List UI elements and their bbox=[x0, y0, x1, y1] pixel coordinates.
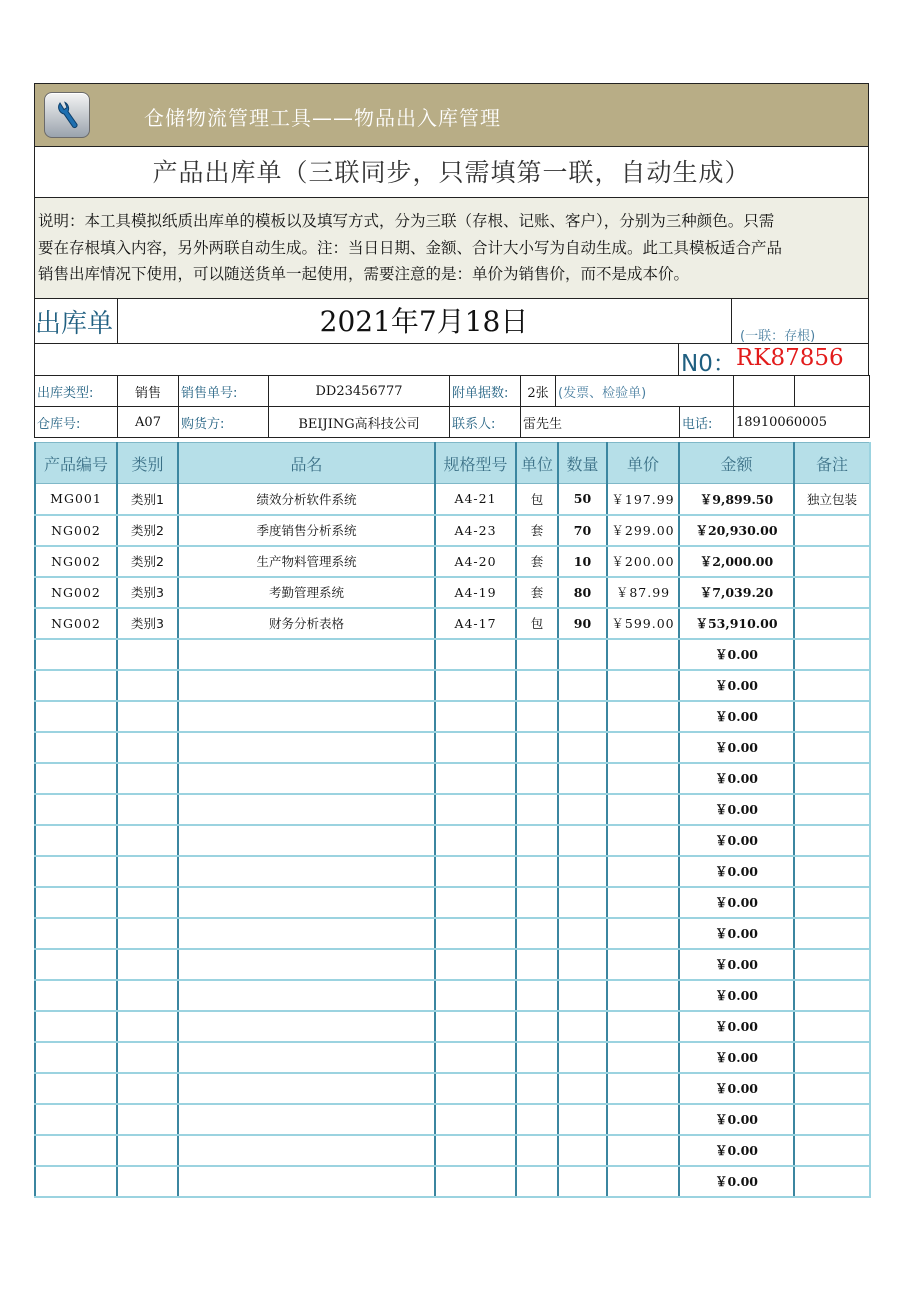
buyer-value[interactable]: BEIJING高科技公司 bbox=[269, 407, 450, 438]
col-header[interactable]: 备注 bbox=[794, 443, 870, 484]
product-code-cell[interactable] bbox=[35, 732, 117, 763]
unit-price-cell[interactable] bbox=[607, 639, 679, 670]
spec-cell[interactable]: A4-23 bbox=[435, 515, 516, 546]
category-cell[interactable] bbox=[117, 763, 178, 794]
spec-cell[interactable] bbox=[435, 763, 516, 794]
doc-number-value[interactable]: RK87856 bbox=[736, 345, 844, 371]
unit-cell[interactable] bbox=[516, 1042, 558, 1073]
product-code-cell[interactable] bbox=[35, 1104, 117, 1135]
unit-cell[interactable] bbox=[516, 1135, 558, 1166]
table-row bbox=[35, 546, 870, 577]
table-row bbox=[35, 577, 870, 608]
amount-cell[interactable]: ￥0.00 bbox=[679, 1104, 794, 1135]
unit-price-cell[interactable] bbox=[607, 763, 679, 794]
product-name-cell[interactable] bbox=[178, 732, 435, 763]
quantity-cell[interactable] bbox=[558, 980, 607, 1011]
amount-cell[interactable]: ￥0.00 bbox=[679, 732, 794, 763]
phone-value[interactable]: 18910060005 bbox=[734, 407, 870, 438]
remark-cell[interactable] bbox=[794, 639, 870, 670]
product-name-cell[interactable] bbox=[178, 918, 435, 949]
product-code-cell[interactable]: NG002 bbox=[35, 608, 117, 639]
category-cell[interactable] bbox=[117, 1104, 178, 1135]
category-cell[interactable] bbox=[117, 856, 178, 887]
quantity-cell[interactable] bbox=[558, 825, 607, 856]
category-cell[interactable] bbox=[117, 732, 178, 763]
amount-cell[interactable]: ￥0.00 bbox=[679, 1011, 794, 1042]
amount-cell[interactable]: ￥0.00 bbox=[679, 918, 794, 949]
description bbox=[34, 197, 869, 298]
unit-cell[interactable] bbox=[516, 918, 558, 949]
table-row bbox=[35, 763, 870, 794]
product-code-cell[interactable] bbox=[35, 1135, 117, 1166]
table-row bbox=[35, 794, 870, 825]
header-row bbox=[35, 443, 870, 484]
spec-cell[interactable]: A4-17 bbox=[435, 608, 516, 639]
table-row bbox=[35, 1135, 870, 1166]
unit-price-cell[interactable] bbox=[607, 794, 679, 825]
spec-cell[interactable] bbox=[435, 1104, 516, 1135]
amount-cell[interactable]: ￥0.00 bbox=[679, 763, 794, 794]
unit-cell[interactable]: 套 bbox=[516, 577, 558, 608]
product-code-cell[interactable] bbox=[35, 1073, 117, 1104]
quantity-cell[interactable] bbox=[558, 918, 607, 949]
col-header[interactable]: 金额 bbox=[679, 443, 794, 484]
quantity-cell[interactable]: 80 bbox=[558, 577, 607, 608]
remark-cell[interactable] bbox=[794, 670, 870, 701]
unit-cell[interactable] bbox=[516, 1166, 558, 1197]
product-name-cell[interactable] bbox=[178, 1011, 435, 1042]
product-name-cell[interactable] bbox=[178, 856, 435, 887]
amount-cell[interactable]: ￥0.00 bbox=[679, 980, 794, 1011]
amount-cell[interactable]: ￥0.00 bbox=[679, 701, 794, 732]
spec-cell[interactable] bbox=[435, 1042, 516, 1073]
remark-cell[interactable] bbox=[794, 546, 870, 577]
remark-cell[interactable] bbox=[794, 1011, 870, 1042]
remark-cell[interactable] bbox=[794, 1166, 870, 1197]
unit-price-cell[interactable] bbox=[607, 1104, 679, 1135]
unit-cell[interactable] bbox=[516, 1104, 558, 1135]
remark-cell[interactable] bbox=[794, 887, 870, 918]
product-name-cell[interactable] bbox=[178, 670, 435, 701]
amount-cell[interactable]: ￥0.00 bbox=[679, 949, 794, 980]
buyer-label: 购货方: bbox=[179, 407, 269, 438]
col-header[interactable]: 单位 bbox=[516, 443, 558, 484]
remark-cell[interactable] bbox=[794, 515, 870, 546]
category-cell[interactable] bbox=[117, 1011, 178, 1042]
out-type-label: 出库类型: bbox=[35, 376, 118, 407]
col-header[interactable]: 规格型号 bbox=[435, 443, 516, 484]
category-cell[interactable] bbox=[117, 918, 178, 949]
unit-price-cell[interactable]: ￥87.99 bbox=[607, 577, 679, 608]
unit-cell[interactable] bbox=[516, 980, 558, 1011]
attach-label: 附单据数: bbox=[450, 376, 521, 407]
remark-cell[interactable] bbox=[794, 918, 870, 949]
unit-cell[interactable]: 包 bbox=[516, 484, 558, 515]
unit-price-cell[interactable] bbox=[607, 949, 679, 980]
product-name-cell[interactable] bbox=[178, 1073, 435, 1104]
category-cell[interactable] bbox=[117, 1135, 178, 1166]
table-row bbox=[35, 484, 870, 515]
product-code-cell[interactable] bbox=[35, 856, 117, 887]
product-name-cell[interactable] bbox=[178, 1104, 435, 1135]
product-code-cell[interactable]: NG002 bbox=[35, 515, 117, 546]
category-cell[interactable] bbox=[117, 639, 178, 670]
quantity-cell[interactable]: 10 bbox=[558, 546, 607, 577]
empty-cell[interactable] bbox=[734, 376, 795, 407]
quantity-cell[interactable] bbox=[558, 670, 607, 701]
category-cell[interactable] bbox=[117, 980, 178, 1011]
doc-label: 出库单 bbox=[35, 299, 118, 343]
spec-cell[interactable] bbox=[435, 856, 516, 887]
product-code-cell[interactable]: MG001 bbox=[35, 484, 117, 515]
amount-cell[interactable]: ￥0.00 bbox=[679, 1042, 794, 1073]
table-row bbox=[35, 670, 870, 701]
unit-cell[interactable] bbox=[516, 949, 558, 980]
unit-cell[interactable]: 套 bbox=[516, 546, 558, 577]
remark-cell[interactable] bbox=[794, 1104, 870, 1135]
quantity-cell[interactable]: 50 bbox=[558, 484, 607, 515]
amount-cell[interactable]: ￥0.00 bbox=[679, 1073, 794, 1104]
unit-price-cell[interactable] bbox=[607, 701, 679, 732]
product-name-cell[interactable]: 考勤管理系统 bbox=[178, 577, 435, 608]
product-code-cell[interactable] bbox=[35, 980, 117, 1011]
col-header[interactable]: 产品编号 bbox=[35, 443, 117, 484]
table-row bbox=[35, 856, 870, 887]
unit-cell[interactable] bbox=[516, 794, 558, 825]
product-name-cell[interactable] bbox=[178, 887, 435, 918]
amount-cell[interactable]: ￥20,930.00 bbox=[679, 515, 794, 546]
description-line: 说明：本工具模拟纸质出库单的模板以及填写方式，分为三联（存根、记账、客户），分别为三种颜色。只需 bbox=[38, 212, 775, 230]
table-row bbox=[35, 918, 870, 949]
product-name-cell[interactable] bbox=[178, 701, 435, 732]
product-code-cell[interactable] bbox=[35, 887, 117, 918]
category-cell[interactable]: 类别3 bbox=[117, 608, 178, 639]
unit-price-cell[interactable] bbox=[607, 1073, 679, 1104]
unit-price-cell[interactable] bbox=[607, 1042, 679, 1073]
unit-cell[interactable] bbox=[516, 1073, 558, 1104]
category-cell[interactable]: 类别3 bbox=[117, 577, 178, 608]
spec-cell[interactable] bbox=[435, 732, 516, 763]
remark-cell[interactable] bbox=[794, 577, 870, 608]
quantity-cell[interactable] bbox=[558, 1011, 607, 1042]
quantity-cell[interactable] bbox=[558, 732, 607, 763]
quantity-cell[interactable] bbox=[558, 1166, 607, 1197]
quantity-cell[interactable] bbox=[558, 794, 607, 825]
amount-cell[interactable]: ￥0.00 bbox=[679, 639, 794, 670]
category-cell[interactable] bbox=[117, 825, 178, 856]
category-cell[interactable] bbox=[117, 670, 178, 701]
spec-cell[interactable] bbox=[435, 1135, 516, 1166]
table-row bbox=[35, 608, 870, 639]
category-cell[interactable] bbox=[117, 1073, 178, 1104]
unit-cell[interactable] bbox=[516, 856, 558, 887]
col-header[interactable]: 品名 bbox=[178, 443, 435, 484]
amount-cell[interactable]: ￥7,039.20 bbox=[679, 577, 794, 608]
unit-cell[interactable] bbox=[516, 639, 558, 670]
amount-cell[interactable]: ￥0.00 bbox=[679, 670, 794, 701]
table-row bbox=[35, 515, 870, 546]
spec-cell[interactable] bbox=[435, 1073, 516, 1104]
product-name-cell[interactable] bbox=[178, 1166, 435, 1197]
spec-cell[interactable] bbox=[435, 825, 516, 856]
description-line: 销售出库情况下使用，可以随送货单一起使用，需要注意的是：单价为销售价，而不是成本价。 bbox=[38, 265, 690, 283]
spec-cell[interactable] bbox=[435, 639, 516, 670]
quantity-cell[interactable] bbox=[558, 1042, 607, 1073]
product-name-cell[interactable]: 绩效分析软件系统 bbox=[178, 484, 435, 515]
table-row bbox=[35, 1166, 870, 1197]
table-row bbox=[35, 887, 870, 918]
spec-cell[interactable] bbox=[435, 887, 516, 918]
table-row bbox=[35, 980, 870, 1011]
unit-cell[interactable] bbox=[516, 732, 558, 763]
doc-number-label: N0： bbox=[681, 351, 736, 377]
table-row bbox=[35, 825, 870, 856]
doc-number-row bbox=[34, 343, 869, 375]
quantity-cell[interactable] bbox=[558, 887, 607, 918]
remark-cell[interactable] bbox=[794, 949, 870, 980]
product-name-cell[interactable] bbox=[178, 1042, 435, 1073]
description-line: 要在存根填入内容，另外两联自动生成。注：当日日期、金额、合计大小写为自动生成。此工具模板适合产品 bbox=[38, 238, 783, 257]
amount-cell[interactable]: ￥0.00 bbox=[679, 1135, 794, 1166]
table-row bbox=[35, 1104, 870, 1135]
remark-cell[interactable] bbox=[794, 608, 870, 639]
amount-cell[interactable]: ￥53,910.00 bbox=[679, 608, 794, 639]
spec-cell[interactable] bbox=[435, 794, 516, 825]
remark-cell[interactable] bbox=[794, 732, 870, 763]
col-header[interactable]: 单价 bbox=[607, 443, 679, 484]
table-row bbox=[35, 639, 870, 670]
spec-cell[interactable]: A4-21 bbox=[435, 484, 516, 515]
product-code-cell[interactable]: NG002 bbox=[35, 546, 117, 577]
category-cell[interactable]: 类别1 bbox=[117, 484, 178, 515]
amount-cell[interactable]: ￥0.00 bbox=[679, 1166, 794, 1197]
quantity-cell[interactable]: 70 bbox=[558, 515, 607, 546]
remark-cell[interactable] bbox=[794, 856, 870, 887]
product-code-cell[interactable]: NG002 bbox=[35, 577, 117, 608]
doc-number-box bbox=[678, 344, 871, 375]
unit-price-cell[interactable] bbox=[607, 918, 679, 949]
amount-cell[interactable]: ￥0.00 bbox=[679, 887, 794, 918]
product-name-cell[interactable]: 季度销售分析系统 bbox=[178, 515, 435, 546]
amount-cell[interactable]: ￥0.00 bbox=[679, 825, 794, 856]
product-code-cell[interactable] bbox=[35, 794, 117, 825]
unit-price-cell[interactable] bbox=[607, 825, 679, 856]
spec-cell[interactable] bbox=[435, 949, 516, 980]
doc-date[interactable]: 2021年7月18日 bbox=[319, 305, 529, 338]
table-row bbox=[35, 732, 870, 763]
spec-cell[interactable]: A4-19 bbox=[435, 577, 516, 608]
product-code-cell[interactable] bbox=[35, 701, 117, 732]
product-name-cell[interactable] bbox=[178, 794, 435, 825]
out-type-value[interactable]: 销售 bbox=[118, 376, 179, 407]
product-name-cell[interactable]: 财务分析表格 bbox=[178, 608, 435, 639]
contact-value[interactable]: 雷先生 bbox=[521, 407, 680, 438]
product-code-cell[interactable] bbox=[35, 918, 117, 949]
unit-cell[interactable] bbox=[516, 1011, 558, 1042]
spec-cell[interactable] bbox=[435, 701, 516, 732]
table-row bbox=[35, 1042, 870, 1073]
quantity-cell[interactable] bbox=[558, 949, 607, 980]
unit-price-cell[interactable] bbox=[607, 856, 679, 887]
phone-label: 电话: bbox=[680, 407, 734, 438]
quantity-cell[interactable]: 90 bbox=[558, 608, 607, 639]
product-name-cell[interactable] bbox=[178, 1135, 435, 1166]
attach-note: (发票、检验单) bbox=[556, 376, 734, 407]
sales-no-value[interactable]: DD23456777 bbox=[269, 376, 450, 407]
unit-cell[interactable]: 套 bbox=[516, 515, 558, 546]
product-code-cell[interactable] bbox=[35, 1166, 117, 1197]
remark-cell[interactable] bbox=[794, 701, 870, 732]
product-code-cell[interactable] bbox=[35, 825, 117, 856]
product-name-cell[interactable] bbox=[178, 639, 435, 670]
spec-cell[interactable] bbox=[435, 918, 516, 949]
remark-cell[interactable] bbox=[794, 825, 870, 856]
contact-label: 联系人: bbox=[450, 407, 521, 438]
remark-cell[interactable] bbox=[794, 1073, 870, 1104]
quantity-cell[interactable] bbox=[558, 763, 607, 794]
info-table bbox=[34, 375, 870, 438]
remark-cell[interactable] bbox=[794, 794, 870, 825]
warehouse-label: 仓库号: bbox=[35, 407, 118, 438]
quantity-cell[interactable] bbox=[558, 1135, 607, 1166]
quantity-cell[interactable] bbox=[558, 701, 607, 732]
unit-cell[interactable] bbox=[516, 670, 558, 701]
spec-cell[interactable]: A4-20 bbox=[435, 546, 516, 577]
product-code-cell[interactable] bbox=[35, 763, 117, 794]
unit-cell[interactable] bbox=[516, 701, 558, 732]
product-code-cell[interactable] bbox=[35, 1042, 117, 1073]
remark-cell[interactable]: 独立包装 bbox=[794, 484, 870, 515]
category-cell[interactable] bbox=[117, 949, 178, 980]
category-cell[interactable] bbox=[117, 887, 178, 918]
product-code-cell[interactable] bbox=[35, 949, 117, 980]
spec-cell[interactable] bbox=[435, 980, 516, 1011]
remark-cell[interactable] bbox=[794, 1042, 870, 1073]
category-cell[interactable]: 类别2 bbox=[117, 546, 178, 577]
unit-price-cell[interactable]: ￥197.99 bbox=[607, 484, 679, 515]
items-table bbox=[34, 442, 871, 1198]
remark-cell[interactable] bbox=[794, 980, 870, 1011]
doc-title-row bbox=[34, 298, 869, 343]
unit-cell[interactable] bbox=[516, 887, 558, 918]
unit-price-cell[interactable] bbox=[607, 732, 679, 763]
amount-cell[interactable]: ￥2,000.00 bbox=[679, 546, 794, 577]
unit-cell[interactable] bbox=[516, 825, 558, 856]
wrench-icon[interactable] bbox=[44, 92, 90, 138]
unit-price-cell[interactable] bbox=[607, 670, 679, 701]
category-cell[interactable]: 类别2 bbox=[117, 515, 178, 546]
category-cell[interactable] bbox=[117, 1166, 178, 1197]
quantity-cell[interactable] bbox=[558, 1073, 607, 1104]
product-code-cell[interactable] bbox=[35, 670, 117, 701]
attach-count[interactable]: 2张 bbox=[521, 376, 556, 407]
outbound-form bbox=[34, 83, 869, 1198]
spec-cell[interactable] bbox=[435, 1011, 516, 1042]
unit-price-cell[interactable]: ￥299.00 bbox=[607, 515, 679, 546]
spec-cell[interactable] bbox=[435, 670, 516, 701]
table-row bbox=[35, 701, 870, 732]
quantity-cell[interactable] bbox=[558, 856, 607, 887]
app-banner bbox=[34, 83, 869, 146]
sales-no-label: 销售单号: bbox=[179, 376, 269, 407]
unit-price-cell[interactable] bbox=[607, 1135, 679, 1166]
category-cell[interactable] bbox=[117, 701, 178, 732]
unit-price-cell[interactable] bbox=[607, 1011, 679, 1042]
unit-price-cell[interactable] bbox=[607, 980, 679, 1011]
unit-price-cell[interactable]: ￥200.00 bbox=[607, 546, 679, 577]
quantity-cell[interactable] bbox=[558, 639, 607, 670]
remark-cell[interactable] bbox=[794, 763, 870, 794]
product-name-cell[interactable] bbox=[178, 980, 435, 1011]
quantity-cell[interactable] bbox=[558, 1104, 607, 1135]
form-subtitle: 产品出库单（三联同步，只需填第一联，自动生成） bbox=[34, 146, 869, 197]
product-name-cell[interactable] bbox=[178, 825, 435, 856]
product-code-cell[interactable] bbox=[35, 1011, 117, 1042]
unit-cell[interactable]: 包 bbox=[516, 608, 558, 639]
product-name-cell[interactable] bbox=[178, 949, 435, 980]
category-cell[interactable] bbox=[117, 1042, 178, 1073]
remark-cell[interactable] bbox=[794, 1135, 870, 1166]
col-header[interactable]: 类别 bbox=[117, 443, 178, 484]
table-row bbox=[35, 949, 870, 980]
amount-cell[interactable]: ￥0.00 bbox=[679, 794, 794, 825]
product-code-cell[interactable] bbox=[35, 639, 117, 670]
copy-note: (一联：存根) bbox=[731, 299, 870, 343]
category-cell[interactable] bbox=[117, 794, 178, 825]
unit-cell[interactable] bbox=[516, 763, 558, 794]
banner-title: 仓储物流管理工具——物品出入库管理 bbox=[144, 106, 501, 130]
unit-price-cell[interactable] bbox=[607, 887, 679, 918]
product-name-cell[interactable]: 生产物料管理系统 bbox=[178, 546, 435, 577]
unit-price-cell[interactable] bbox=[607, 1166, 679, 1197]
spec-cell[interactable] bbox=[435, 1166, 516, 1197]
product-name-cell[interactable] bbox=[178, 763, 435, 794]
table-row bbox=[35, 1073, 870, 1104]
warehouse-value[interactable]: A07 bbox=[118, 407, 179, 438]
unit-price-cell[interactable]: ￥599.00 bbox=[607, 608, 679, 639]
amount-cell[interactable]: ￥9,899.50 bbox=[679, 484, 794, 515]
col-header[interactable]: 数量 bbox=[558, 443, 607, 484]
amount-cell[interactable]: ￥0.00 bbox=[679, 856, 794, 887]
table-row bbox=[35, 1011, 870, 1042]
empty-cell[interactable] bbox=[795, 376, 870, 407]
